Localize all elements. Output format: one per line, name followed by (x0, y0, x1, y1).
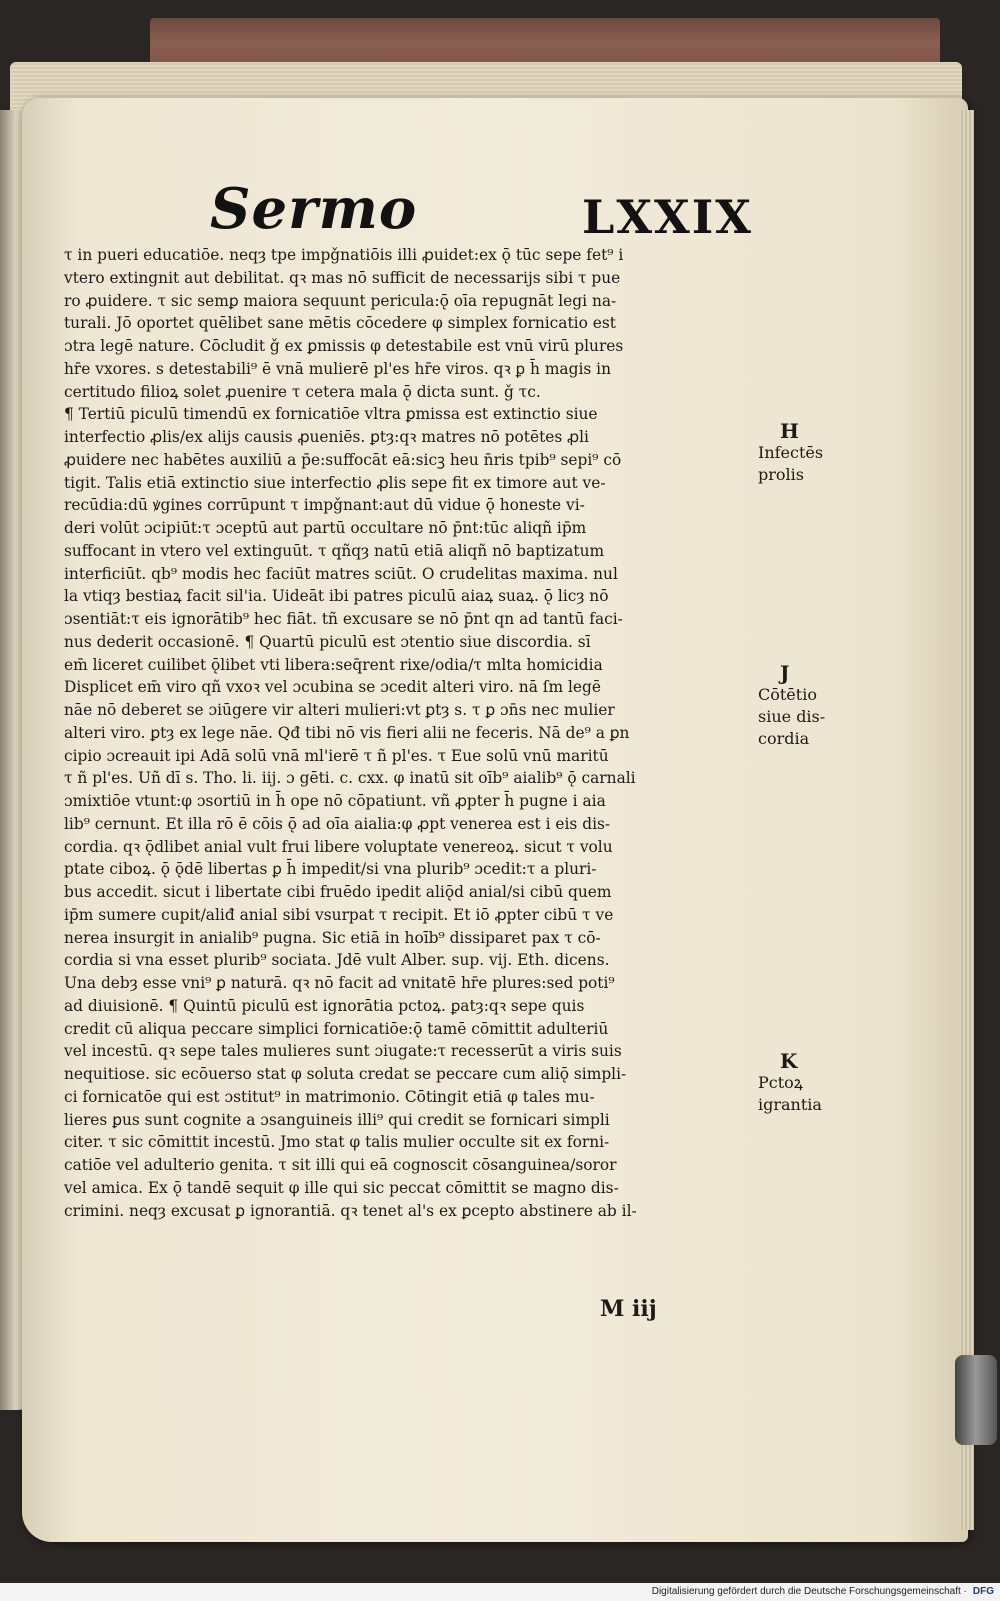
text-line: τ ñ pl'es. Uñ dī s. Tho. li. iij. ɔ gēti. c. cxx. φ inatū sit oīb⁹ aialib⁹ ǭ carnali (64, 769, 636, 788)
text-line: ip̄m sumere cupit/aliđ anial sibi vsurpat τ recipit. Et iō ꝓpter cibū τ ve (64, 905, 614, 924)
text-line: nus dederit occasionē. ¶ Quartū piculū est ɔtentio siue discordia. sī (64, 632, 591, 651)
text-line: vel amica. Ex ǭ tandē sequit φ ille qui sic peccat cōmittit se magno dis‑ (64, 1178, 619, 1197)
margin-note-line: Infectēs (758, 443, 824, 462)
text-line: crimini. neqȝ excusat ꝑ ignorantiā. qꝛ tenet al's ex ꝑcepto abstinere ab il‑ (64, 1201, 637, 1220)
text-line: ɔsentiāt:τ eis ignorātib⁹ hec fiāt. tñ excusare se nō p̄nt qn ad tantū faci‑ (64, 610, 623, 628)
text-line: suffocant in vtero vel extinguūt. τ qñqȝ natū etiā aliqñ nō baptizatum (64, 541, 605, 560)
text-line: em̄ liceret cuilibet ǭlibet vti libera:seq̄rent rixe/odia/τ mlta homicidia (64, 655, 603, 674)
text-line: bus accedit. sicut i libertate cibi fruēdo ipedit aliǭd anial/si cibū quem (64, 883, 612, 901)
text-line: Displicet em̄ viro qñ vxoꝛ vel ɔcubina se ɔcedit alteri viro. nā ſm legē (64, 678, 601, 697)
text-line: vtero extingnit aut debilitat. qꝛ mas nō sufficit de necessarijs sibi τ pue (64, 268, 621, 287)
text-line: ad diuisionē. ¶ Quintū piculū est ignorātia pctoꝝ. ꝑatȝ:qꝛ sepe quis (64, 996, 585, 1015)
text-line: lib⁹ cernunt. Et illa rō ē cōis ǭ ad oīa aialia:φ ꝓpt venerea est i eis dis‑ (64, 814, 611, 833)
text-line: catiōe vel adulterio genita. τ sit illi qui eā cognoscit cōsanguinea/soror (64, 1156, 617, 1174)
text-line: nequitiose. sic ecōuerso stat φ soluta credat se peccare cum aliǭ simpli‑ (64, 1065, 627, 1083)
text-line: ɔtra legē nature. Cōcludit ǧ ex ꝑmissis φ detestabile est vnū virū plures (64, 337, 624, 355)
text-line: deri volūt ɔcipiūt:τ ɔceptū aut partū occultare nō p̄nt:tūc aliqñ ip̄m (64, 519, 587, 537)
text-line: ꝓuidere nec habētes auxiliū a p̄e:suffocāt eā:sicꝫ heu n̄ris tpib⁹ sepi⁹ cō (64, 450, 622, 469)
text-line: Una debȝ esse vni⁹ ꝑ naturā. qꝛ nō facit ad vnitatē hr̄e plures:sed poti⁹ (64, 974, 615, 992)
text-line: vel incestū. qꝛ sepe tales mulieres sunt ɔiugate:τ recesserūt a viris suis (64, 1042, 622, 1061)
text-line: recūdia:dū ꝟgines corrūpunt τ impǧnant:aut dū vidue ǭ honeste vi‑ (64, 496, 585, 515)
margin-note-line: Cōtētio (758, 685, 817, 704)
margin-note-k (758, 1050, 858, 1116)
text-line: citer. τ sic cōmittit incestū. Jmo stat φ talis mulier occulte sit ex forni‑ (64, 1133, 610, 1152)
footer-bar (0, 1583, 1000, 1601)
text-line: ro ꝓuidere. τ sic semꝑ maiora sequunt pericula:ǭ oīa repugnāt legi na‑ (64, 291, 617, 310)
text-line: tigit. Talis etiā extinctio siue interfectio ꝓlis sepe fit ex timore aut ve‑ (64, 473, 606, 492)
text-line: cipio ɔcreauit ipi Adā solū vnā ml'ierē τ ñ pl'es. τ Eue solū vnū maritū (64, 746, 609, 765)
signature-mark: M iij (600, 1296, 657, 1322)
book-clip (955, 1355, 997, 1445)
margin-note-letter: H (780, 419, 799, 443)
text-line: certitudo filioꝝ solet ꝓuenire τ cetera mala ǭ dicta sunt. ǧ τc. (64, 382, 541, 401)
text-line: interfectio ꝓlis/ex alijs causis ꝓueniēs. ꝑtȝ:qꝛ matres nō potētes ꝓli (64, 428, 589, 446)
text-line: turali. Jō oportet quēlibet sane mētis cōcedere φ simplex fornicatio est (64, 314, 616, 333)
text-line: credit cū aliqua peccare simplici fornicatiōe:ǭ tamē cōmittit adulteriū (64, 1019, 609, 1038)
text-line: ¶ Tertiū piculū timendū ex fornicatiōe vltra ꝑmissa est extinctio siue (64, 405, 598, 424)
text-line: hr̄e vxores. s detestabili⁹ ē vnā mulierē pl'es hr̄e viros. qꝛ ꝑ h̄ magis in (64, 359, 612, 378)
margin-note-line: Pctoꝝ (758, 1073, 804, 1092)
running-head-sermo: Sermo (210, 176, 418, 242)
margin-note-letter: K (780, 1049, 798, 1073)
margin-note-line: prolis (758, 465, 804, 484)
text-line: cordia. qꝛ ǭdlibet anial vult frui libere voluptate venereoꝝ. sicut τ volu (64, 837, 613, 856)
text-line: ptate ciboꝝ. ǭ ǭdē libertas ꝑ h̄ impedit/si vna plurib⁹ ɔcedit:τ a pluri‑ (64, 860, 597, 879)
text-line: lieres ꝑus sunt cognite a ɔsanguineis illi⁹ qui credit se fornicari simpli (64, 1110, 610, 1129)
margin-note-letter: J (780, 661, 790, 685)
text-line: cordia si vna esset plurib⁹ sociata. Jdē vult Alber. sup. vij. Eth. dicens. (64, 951, 610, 970)
body-text (64, 244, 760, 1222)
text-line: nerea insurgit in anialib⁹ pugna. Sic etiā in hoīb⁹ dissiparet pax τ cō‑ (64, 928, 601, 947)
text-line: alteri viro. ꝑtȝ ex lege nāe. Qđ tibi nō vis fieri alii ne feceris. Nā de⁹ a ꝑn (64, 723, 630, 742)
text-line: interficiūt. qb⁹ modis hec faciūt matres sciūt. O crudelitas maxima. nul (64, 564, 618, 583)
text-line: τ in pueri educatiōe. neqȝ tpe impǧnatiōis illi ꝓuidet:ex ǭ tūc sepe fet⁹ i (64, 246, 624, 264)
text-line: ci fornicatōe qui est ɔstitut⁹ in matrimonio. Cōtingit etiā φ tales mu‑ (64, 1087, 595, 1106)
text-line: ɔmixtiōe vtunt:φ ɔsortiū in h̄ ope nō cōpatiunt. vñ ꝓpter h̄ pugne i aia (64, 792, 606, 810)
text-line: la vtiqȝ bestiaꝝ facit sil'ia. Uideāt ibi patres piculū aiaꝝ suaꝝ. ǭ licȝ nō (64, 587, 609, 606)
dfg-logo: DFG (972, 1586, 994, 1597)
text-line: nāe nō deberet se ɔiūgere vir alteri mulieri:vt ꝑtȝ s. τ ꝑ ɔn̄s nec mulier (64, 701, 615, 719)
margin-note-j (758, 662, 858, 750)
margin-note-line: igrantia (758, 1095, 822, 1114)
footer-credit: Digitalisierung gefördert durch die Deutsche Forschungsgemeinschaft · (651, 1586, 967, 1597)
folio-number: LXXIX (582, 190, 753, 244)
margin-note-line: cordia (758, 729, 810, 748)
margin-note-line: siue dis‑ (758, 707, 826, 726)
margin-note-h (758, 420, 858, 486)
right-page-edges (960, 110, 974, 1530)
